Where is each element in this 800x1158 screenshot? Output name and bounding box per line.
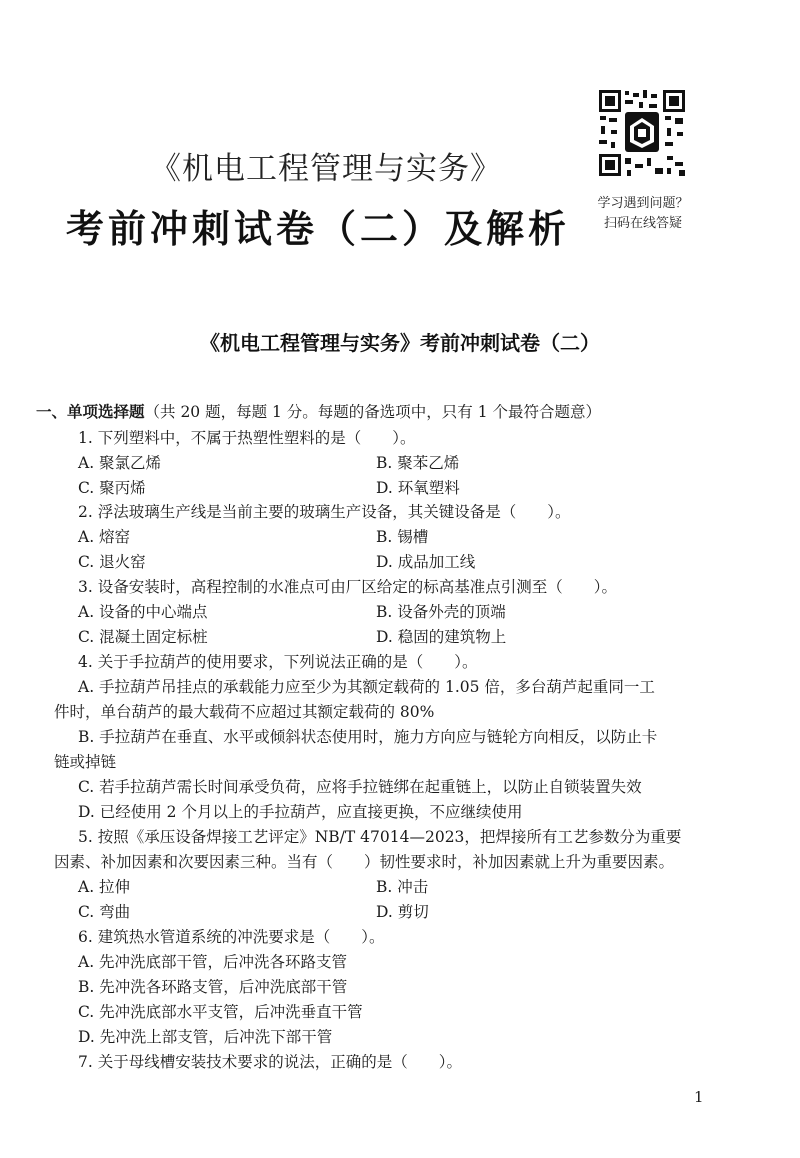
q4-option-b-line1[interactable]: B. 手拉葫芦在垂直、水平或倾斜状态使用时，施力方向应与链轮方向相反，以防止卡 xyxy=(78,728,658,746)
question-5-stem-line2: 因素、补加因素和次要因素三种。当有（ ）韧性要求时，补加因素就上升为重要因素。 xyxy=(54,853,675,871)
question-2-stem: 2. 浮法玻璃生产线是当前主要的玻璃生产设备，其关键设备是（ ）。 xyxy=(78,503,571,521)
q2-option-b[interactable]: B. 锡槽 xyxy=(376,528,429,546)
q5-option-d[interactable]: D. 剪切 xyxy=(376,903,429,921)
question-1-stem: 1. 下列塑料中，不属于热塑性塑料的是（ ）。 xyxy=(78,429,416,447)
q1-option-b[interactable]: B. 聚苯乙烯 xyxy=(376,454,460,472)
q2-option-a[interactable]: A. 熔窑 xyxy=(78,528,131,546)
q6-option-d[interactable]: D. 先冲洗上部支管，后冲洗下部干管 xyxy=(78,1028,333,1046)
section-title: 一、单项选择题 xyxy=(36,403,145,421)
question-7-stem: 7. 关于母线槽安装技术要求的说法，正确的是（ ）。 xyxy=(78,1053,462,1071)
q4-option-a-line2[interactable]: 件时，单台葫芦的最大载荷不应超过其额定载荷的 80% xyxy=(54,703,435,721)
q5-option-a[interactable]: A. 拉伸 xyxy=(78,878,131,896)
q5-option-c[interactable]: C. 弯曲 xyxy=(78,903,131,921)
question-6-stem: 6. 建筑热水管道系统的冲洗要求是（ ）。 xyxy=(78,928,385,946)
qr-caption-scan: 扫码在线答疑 xyxy=(603,216,682,231)
q5-option-b[interactable]: B. 冲击 xyxy=(376,878,429,896)
q6-option-b[interactable]: B. 先冲洗各环路支管，后冲洗底部干管 xyxy=(78,978,348,996)
question-3-stem: 3. 设备安装时，高程控制的水准点可由厂区给定的标高基准点引测至（ ）。 xyxy=(78,578,617,596)
q3-option-b[interactable]: B. 设备外壳的顶端 xyxy=(376,603,506,621)
q4-option-c[interactable]: C. 若手拉葫芦需长时间承受负荷，应将手拉链绑在起重链上，以防止自锁装置失效 xyxy=(78,778,642,796)
book-title: 《机电工程管理与实务》 xyxy=(150,151,502,187)
qr-caption-question: 学习遇到问题？ xyxy=(597,196,689,211)
q4-option-d[interactable]: D. 已经使用 2 个月以上的手拉葫芦，应直接更换，不应继续使用 xyxy=(78,803,523,821)
q4-option-b-line2[interactable]: 链或掉链 xyxy=(54,753,117,771)
q3-option-d[interactable]: D. 稳固的建筑物上 xyxy=(376,628,507,646)
q1-option-a[interactable]: A. 聚氯乙烯 xyxy=(78,454,162,472)
q2-option-d[interactable]: D. 成品加工线 xyxy=(376,553,476,571)
section-heading xyxy=(36,400,601,422)
question-4-stem: 4. 关于手拉葫芦的使用要求，下列说法正确的是（ ）。 xyxy=(78,653,478,671)
q3-option-c[interactable]: C. 混凝土固定标桩 xyxy=(78,628,208,646)
question-5-stem-line1: 5. 按照《承压设备焊接工艺评定》NB/T 47014—2023，把焊接所有工艺参数分为重要 xyxy=(78,828,682,846)
q1-option-d[interactable]: D. 环氧塑料 xyxy=(376,479,460,497)
section-note: （共 20 题，每题 1 分。每题的备选项中，只有 1 个最符合题意） xyxy=(144,403,602,421)
q4-option-a-line1[interactable]: A. 手拉葫芦吊挂点的承载能力应至少为其额定载荷的 1.05 倍，多台葫芦起重同一工 xyxy=(78,678,655,696)
q6-option-c[interactable]: C. 先冲洗底部水平支管，后冲洗垂直干管 xyxy=(78,1003,363,1021)
paper-title: 《机电工程管理与实务》考前冲刺试卷（二） xyxy=(200,331,600,355)
q1-option-c[interactable]: C. 聚丙烯 xyxy=(78,479,146,497)
page-number: 1 xyxy=(694,1088,704,1106)
q3-option-a[interactable]: A. 设备的中心端点 xyxy=(78,603,208,621)
main-title: 考前冲刺试卷（二）及解析 xyxy=(66,207,571,251)
q6-option-a[interactable]: A. 先冲洗底部干管，后冲洗各环路支管 xyxy=(78,953,348,971)
qr-code-icon[interactable] xyxy=(597,88,687,178)
q2-option-c[interactable]: C. 退火窑 xyxy=(78,553,146,571)
